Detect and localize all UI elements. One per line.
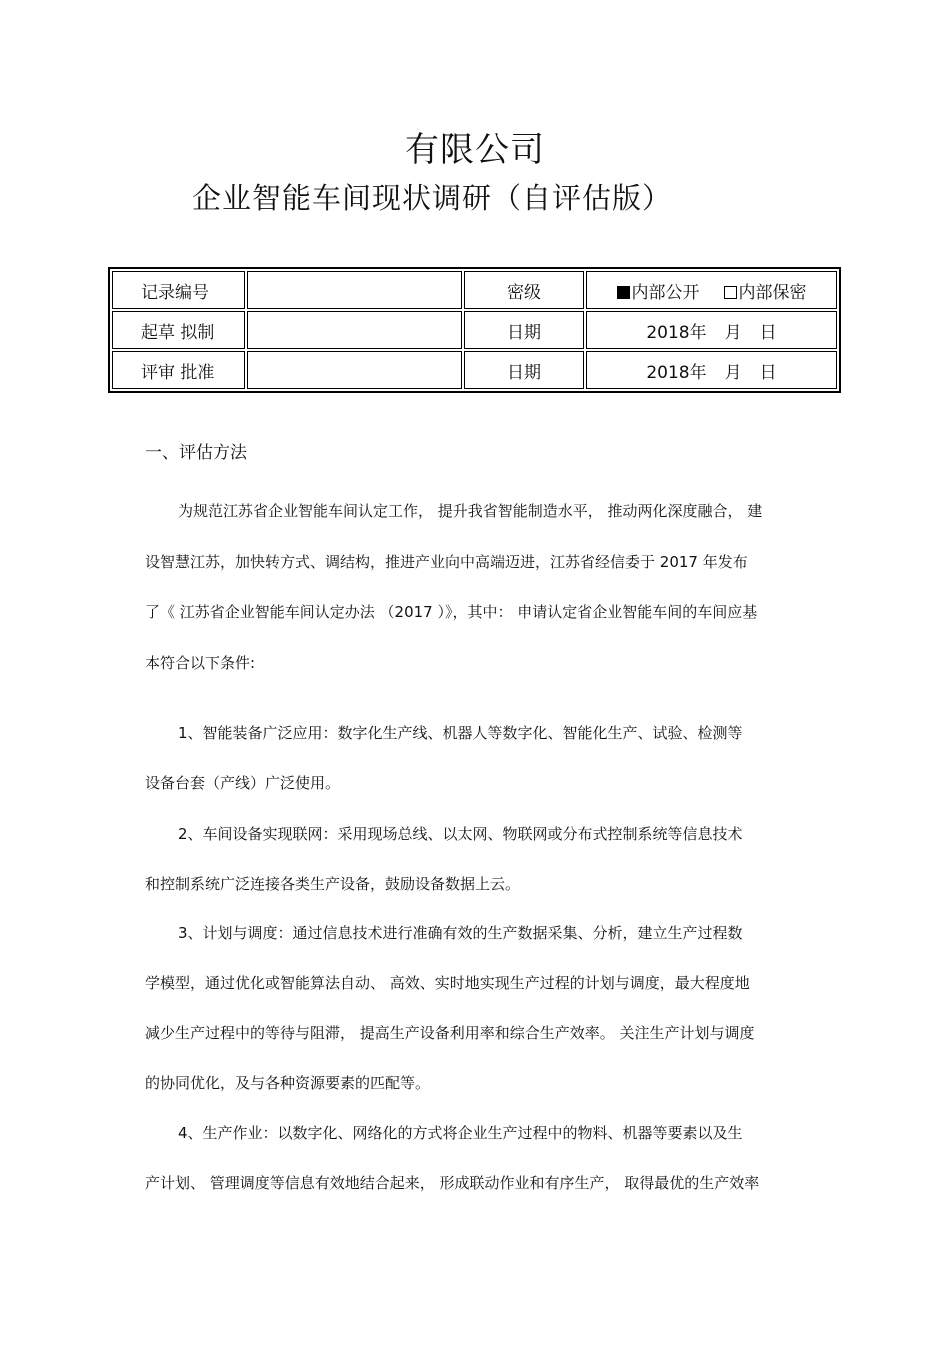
date-year: 2018年 [646, 362, 707, 383]
review-date-value [586, 351, 837, 389]
table-row [112, 351, 837, 389]
paragraph-line: 减少生产过程中的等待与阻滞， 提高生产设备利用率和综合生产效率。 关注生产计划与调度 [145, 1024, 755, 1042]
date-day: 日 [759, 362, 777, 383]
draft-date-label: 日期 [464, 311, 584, 349]
reviewer-value[interactable] [247, 351, 462, 389]
paragraph-line: 4、生产作业：以数字化、网络化的方式将企业生产过程中的物料、机器等要素以及生 [178, 1124, 743, 1142]
paragraph-line: 3、计划与调度：通过信息技术进行准确有效的生产数据采集、分析，建立生产过程数 [178, 924, 743, 942]
company-title: 有限公司 [405, 130, 545, 170]
table-row [112, 271, 837, 309]
date-day: 日 [759, 322, 777, 343]
info-table [108, 267, 841, 393]
document-title: 企业智能车间现状调研（自评估版） [192, 181, 673, 215]
paragraph-line: 和控制系统广泛连接各类生产设备，鼓励设备数据上云。 [145, 875, 521, 893]
paragraph-line: 了《 江苏省企业智能车间认定办法 （2017 ）》，其中： 申请认定省企业智能车间的车间应基 [145, 603, 758, 621]
paragraph-line: 的协同优化，及与各种资源要素的匹配等。 [145, 1074, 431, 1092]
classification-label: 密级 [464, 271, 584, 309]
drafter-label: 起草 拟制 [112, 311, 245, 349]
record-number-label: 记录编号 [112, 271, 245, 309]
date-month: 月 [724, 362, 742, 383]
drafter-value[interactable] [247, 311, 462, 349]
internal-confidential-label: 内部保密 [738, 282, 807, 303]
classification-options [586, 271, 837, 309]
checked-checkbox-icon[interactable] [617, 286, 630, 299]
paragraph-line: 本符合以下条件: [145, 654, 256, 672]
review-date-label: 日期 [464, 351, 584, 389]
paragraph-line: 1、智能装备广泛应用：数字化生产线、机器人等数字化、智能化生产、试验、检测等 [178, 724, 743, 742]
date-year: 2018年 [646, 322, 707, 343]
paragraph-line: 产计划、 管理调度等信息有效地结合起来， 形成联动作业和有序生产， 取得最优的生产效率 [145, 1174, 760, 1192]
internal-public-label: 内部公开 [631, 282, 700, 303]
paragraph-line: 为规范江苏省企业智能车间认定工作， 提升我省智能制造水平， 推动两化深度融合， 建 [178, 502, 763, 520]
section-heading: 一、评估方法 [145, 443, 247, 463]
draft-date-value [586, 311, 837, 349]
paragraph-line: 设智慧江苏，加快转方式、调结构，推进产业向中高端迈进，江苏省经信委于 2017 年发布 [145, 553, 748, 571]
table-row [112, 311, 837, 349]
date-month: 月 [724, 322, 742, 343]
paragraph-line: 学模型，通过优化或智能算法自动、 高效、实时地实现生产过程的计划与调度，最大程度地 [145, 974, 750, 992]
paragraph-line: 2、车间设备实现联网：采用现场总线、以太网、物联网或分布式控制系统等信息技术 [178, 825, 743, 843]
unchecked-checkbox-icon[interactable] [724, 286, 737, 299]
record-number-value[interactable] [247, 271, 462, 309]
reviewer-label: 评审 批准 [112, 351, 245, 389]
paragraph-line: 设备台套（产线）广泛使用。 [145, 774, 341, 792]
